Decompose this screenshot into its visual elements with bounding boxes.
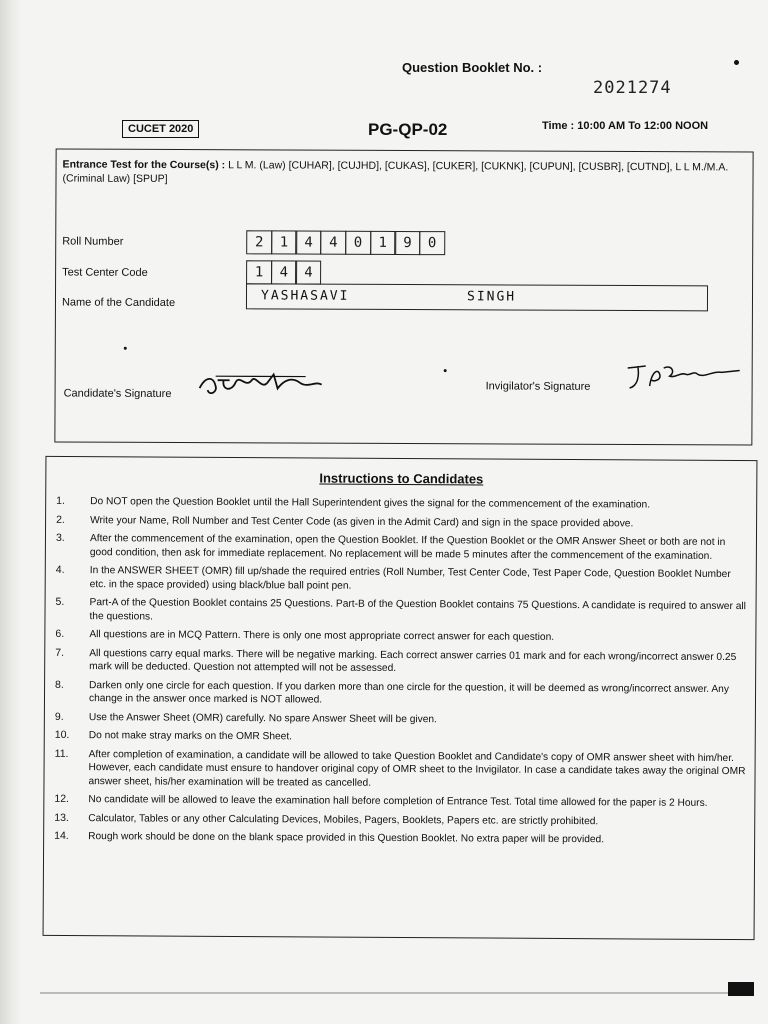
roll-digit: 0 xyxy=(419,231,445,255)
instruction-item xyxy=(54,811,746,829)
roll-digit: 4 xyxy=(320,231,346,255)
instruction-text: Rough work should be done on the blank space provided in this Question Booklet. No extra paper will be provided. xyxy=(88,831,605,846)
corner-mark xyxy=(728,982,754,996)
instruction-item xyxy=(56,564,748,595)
instruction-item xyxy=(56,532,748,563)
instruction-text: Do NOT open the Question Booklet until the Hall Superintendent gives the signal for the commencement of the examination. xyxy=(90,496,651,511)
invigilator-signature-label: Invigilator's Signature xyxy=(485,380,591,393)
instruction-item xyxy=(55,729,747,747)
roll-number-label: Roll Number xyxy=(62,235,124,248)
instruction-number: 3. xyxy=(55,531,65,544)
instruction-number: 11. xyxy=(54,747,69,760)
center-digit: 4 xyxy=(295,261,321,285)
instruction-item xyxy=(56,495,748,513)
roll-digit: 4 xyxy=(296,231,322,255)
page-edge xyxy=(0,0,22,1024)
candidate-signature xyxy=(196,362,326,403)
candidate-first-name: YASHASAVI xyxy=(260,288,350,304)
dot-mark xyxy=(734,60,739,65)
center-digit: 1 xyxy=(246,260,272,284)
instruction-number: 8. xyxy=(55,678,64,691)
instruction-text: Do not make stray marks on the OMR Sheet. xyxy=(88,730,293,743)
instruction-item xyxy=(55,646,747,677)
booklet-number: 2021274 xyxy=(593,78,672,98)
instruction-item xyxy=(54,747,746,792)
course-list: L L M. (Law) [CUHAR], [CUJHD], [CUKAS], [CUKER], [CUKNK], [CUPUN], [CUSBR], [CUTND], L L M./M.A. (Criminal Law) [SPUP] xyxy=(62,159,729,185)
instruction-item xyxy=(55,678,747,709)
instruction-number: 9. xyxy=(54,710,64,723)
instruction-number: 1. xyxy=(56,494,65,507)
instruction-number: 10. xyxy=(54,728,70,741)
invigilator-signature xyxy=(624,360,744,395)
booklet-number-label: Question Booklet No. : xyxy=(402,60,543,75)
roll-number-boxes xyxy=(246,230,444,255)
instruction-text: Calculator, Tables or any other Calculating Devices, Mobiles, Pagers, Booklets, Papers etc. are strictly prohibited. xyxy=(88,812,599,827)
candidate-name-label: Name of the Candidate xyxy=(61,296,176,310)
candidate-signature-label: Candidate's Signature xyxy=(63,387,172,400)
roll-digit: 9 xyxy=(394,231,420,255)
instruction-number: 14. xyxy=(54,829,69,842)
instruction-text: No candidate will be allowed to leave the examination hall before completion of Entrance Test. Total time allowed for the paper is 2 Hours. xyxy=(88,794,708,809)
test-center-label: Test Center Code xyxy=(62,266,148,279)
candidate-name-box xyxy=(246,283,708,311)
instruction-text: Use the Answer Sheet (OMR) carefully. No spare Answer Sheet will be given. xyxy=(88,711,437,725)
dot-mark xyxy=(444,369,447,372)
instruction-item xyxy=(54,830,746,848)
instructions-box xyxy=(43,456,758,940)
instruction-item xyxy=(54,793,746,811)
exam-time: Time : 10:00 AM To 12:00 NOON xyxy=(542,120,709,132)
instruction-text: Write your Name, Roll Number and Test Center Code (as given in the Admit Card) and sign in the space provided above. xyxy=(90,514,634,529)
instruction-item xyxy=(55,710,747,728)
instruction-number: 5. xyxy=(55,595,65,608)
test-center-boxes xyxy=(246,260,320,284)
center-digit: 4 xyxy=(271,260,297,284)
instruction-text: All questions are in MCQ Pattern. There is only one most appropriate correct answer for each question. xyxy=(89,629,555,643)
instruction-number: 7. xyxy=(55,646,65,659)
instruction-text: Darken only one circle for each question. If you darken more than one circle for the question, it will be deemed as wrong/incorrect answer. Any change in the answer once marked is NOT allowed. xyxy=(88,679,729,706)
course-description xyxy=(62,158,746,189)
paper-code: PG-QP-02 xyxy=(368,120,448,139)
roll-digit: 1 xyxy=(370,231,396,255)
roll-digit: 2 xyxy=(246,230,272,254)
instruction-item xyxy=(55,596,747,627)
exam-badge: CUCET 2020 xyxy=(122,120,199,138)
instruction-number: 13. xyxy=(54,811,69,824)
candidate-info-box xyxy=(54,148,753,445)
instructions-list xyxy=(54,495,748,853)
course-prefix: Entrance Test for the Course(s) : xyxy=(62,158,226,172)
instruction-text: All questions carry equal marks. There will be negative marking. Each correct answer carries 01 mark and for each wrong/incorrect answer 0.25 mark will be deducted. Question not attempted will not be assessed. xyxy=(89,647,737,674)
dot-mark xyxy=(124,347,127,350)
instruction-number: 4. xyxy=(55,563,65,576)
candidate-last-name: SINGH xyxy=(466,289,517,305)
instruction-text: Part-A of the Question Booklet contains 25 Questions. Part-B of the Question Booklet contains 75 Questions. A candidate is required to answer all the questions. xyxy=(89,597,746,622)
instructions-title: Instructions to Candidates xyxy=(319,470,484,487)
instruction-item xyxy=(55,628,747,646)
instruction-text: After the commencement of the examination, open the Question Booklet. If the Question Booklet or the OMR Answer Sheet or both are not in good condition, then ask for immediate replacement. No replacement will be made 5 minutes after the commencement of the examination. xyxy=(89,533,726,562)
roll-digit: 1 xyxy=(271,230,297,254)
instruction-number: 12. xyxy=(54,792,70,805)
instruction-number: 2. xyxy=(56,513,65,526)
roll-digit: 0 xyxy=(345,231,371,255)
instruction-item xyxy=(56,513,748,531)
instruction-text: After completion of examination, a candidate will be allowed to take Question Booklet and Candidate's copy of OMR answer sheet with him/her. However, each candidate must ensure to handover original copy of OMR sheet to the Invigilator. In case a candidate takes away the original OMR answer sheet, his/her examination will be treated as cancelled. xyxy=(88,748,746,789)
instruction-number: 6. xyxy=(55,627,65,640)
instruction-text: In the ANSWER SHEET (OMR) fill up/shade the required entries (Roll Number, Test Center Code, Test Paper Code, Question Booklet Number etc. in the space provided) using black/blue ball point pen. xyxy=(89,565,731,592)
page-bottom-line xyxy=(40,992,730,994)
